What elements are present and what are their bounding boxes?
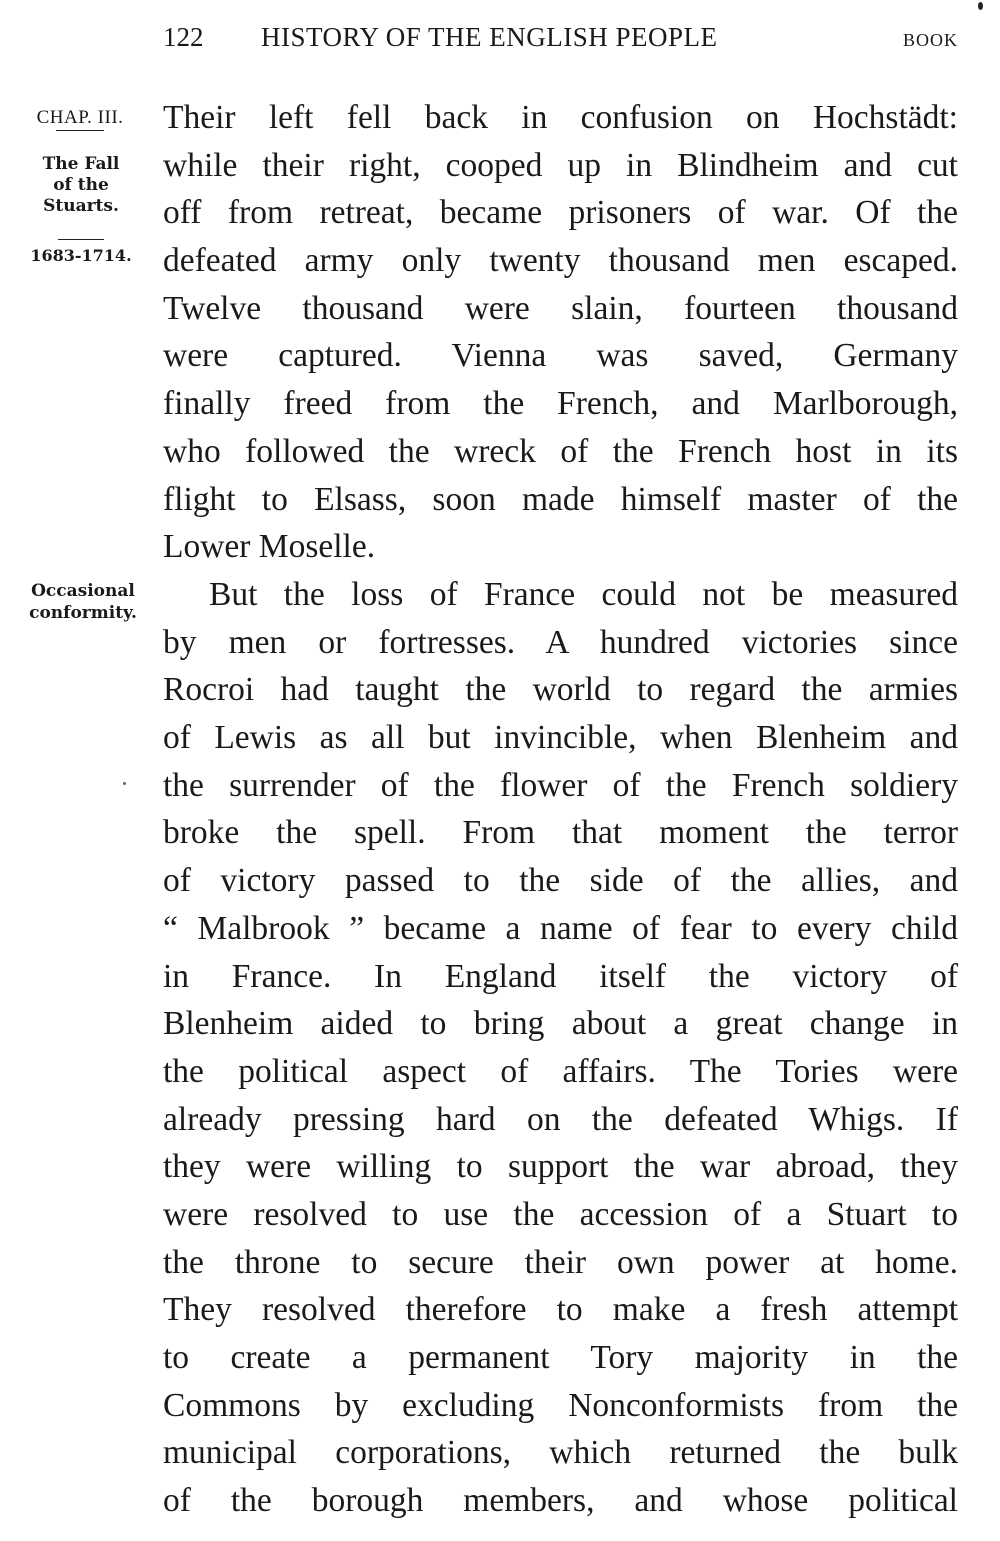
text-line: the throne to secure their own power at home. [163,1243,958,1281]
date-range-label: 1683-1714. [30,246,132,265]
text-line: already pressing hard on the defeated Whigs. If [163,1100,958,1138]
part-title [10,154,152,217]
sidenote-line: conformity. [29,603,137,623]
part-title-line: Stuarts. [43,196,119,216]
text-line: were captured. Vienna was saved, Germany [163,337,958,375]
page-number: 122 [163,22,204,52]
text-line: they were willing to support the war abroad, they [163,1148,958,1186]
text-line: the political aspect of affairs. The Tories were [163,1052,958,1090]
chapter-label: CHAP. III. [36,107,124,128]
text-line: broke the spell. From that moment the terror [163,814,958,852]
text-line: municipal corporations, which returned the bulk [163,1434,958,1472]
paragraph-2 [163,571,958,1525]
text-line: of Lewis as all but invincible, when Blenheim and [163,719,958,757]
text-line: were resolved to use the accession of a Stuart to [163,1195,958,1233]
text-line: defeated army only twenty thousand men escaped. [163,242,958,280]
part-title-line: The Fall [42,154,120,174]
text-line: who followed the wreck of the French host in its [163,432,958,470]
text-line: finally freed from the French, and Marlborough, [163,385,958,423]
sidenote-occasional-conformity [10,580,156,624]
text-line: of the borough members, and whose political [163,1482,958,1520]
text-line: Lower Moselle. [163,528,376,566]
text-line: “ Malbrook ” became a name of fear to every child [163,909,958,947]
part-title-line: of the [53,175,109,195]
book-label: BOOK [902,30,958,50]
chapter-rule [56,130,104,131]
text-line: off from retreat, became prisoners of war. Of the [163,194,958,232]
scan-speck [978,2,983,10]
text-line: flight to Elsass, soon made himself master of the [163,480,958,518]
text-line: the surrender of the flower of the French soldiery [163,766,958,804]
text-line: Twelve thousand were slain, fourteen thousand [163,289,958,327]
text-line: while their right, cooped up in Blindheim and cut [163,146,958,184]
running-title: HISTORY OF THE ENGLISH PEOPLE [261,22,718,52]
text-line: by men or fortresses. A hundred victories since [163,623,958,661]
text-line: of victory passed to the side of the allies, and [163,862,958,900]
text-line: Rocroi had taught the world to regard the armies [163,671,958,709]
scan-speck [123,782,126,785]
sidenote-line: Occasional [31,581,135,601]
text-line: Blenheim aided to bring about a great change in [163,1005,958,1043]
text-line: Their left fell back in confusion on Hochstädt: [163,99,958,136]
running-header [163,22,958,62]
text-line: to create a permanent Tory majority in the [163,1339,958,1376]
chapter-marker [10,107,150,131]
text-line: They resolved therefore to make a fresh attempt [163,1291,958,1329]
date-rule [58,239,104,240]
text-line: in France. In England itself the victory of [163,957,958,995]
paragraph-1 [163,94,958,571]
text-line: But the loss of France could not be measured [209,576,958,613]
text-line: Commons by excluding Nonconformists from the [163,1386,958,1424]
date-range [10,239,152,265]
